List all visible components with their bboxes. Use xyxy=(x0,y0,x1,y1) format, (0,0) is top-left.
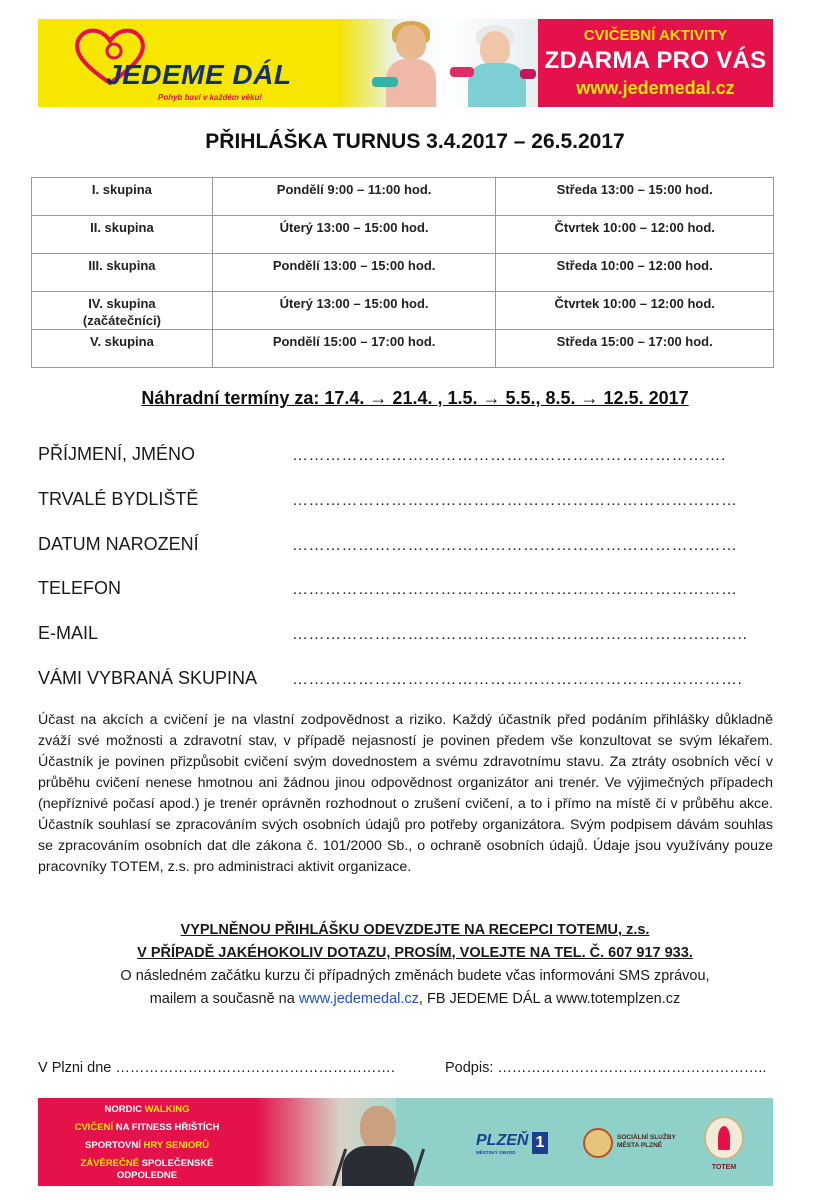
table-row xyxy=(32,292,774,330)
birthdate-field-label: DATUM NAROZENÍ xyxy=(38,534,199,554)
slot1-cell: Úterý 13:00 – 15:00 hod. xyxy=(212,292,496,330)
photo-senior-head xyxy=(480,31,510,65)
channels-info: mailem a současně na www.jedemedal.cz, FB JEDEME DÁL a www.totemplzen.cz xyxy=(149,991,681,1007)
address-field[interactable]: ……………………………………………………………………… xyxy=(292,492,738,509)
slot2-cell: Středa 10:00 – 12:00 hod. xyxy=(496,254,774,292)
slot2-cell: Středa 13:00 – 15:00 hod. xyxy=(496,178,774,216)
banner-free-label: ZDARMA PRO VÁS xyxy=(544,47,767,74)
logo-text: JEDEME DÁL xyxy=(106,59,292,90)
totem-logo: TOTEM xyxy=(700,1116,750,1178)
group-cell: IV. skupina (začátečníci) xyxy=(32,292,213,330)
slot1-cell: Pondělí 15:00 – 17:00 hod. xyxy=(212,330,496,368)
address-field-label: TRVALÉ BYDLIŠTĚ xyxy=(38,489,199,509)
group-cell: V. skupina xyxy=(32,330,213,368)
group-choice-field-label: VÁMI VYBRANÁ SKUPINA xyxy=(38,668,258,688)
dumbbell-icon xyxy=(450,67,474,77)
dumbbell-icon xyxy=(372,77,398,87)
website-link[interactable]: www.jedemedal.cz xyxy=(298,991,419,1007)
photo-woman-head xyxy=(396,25,426,59)
legal-paragraph: Účast na akcích a cvičení je na vlastní zodpovědnost a riziko. Každý účastník před podáním přihlášky důkladně zváží své možnosti a zdravotní stav, v případě nejasností je povinen předem vše konzultovat se svým lékařem. Účastník je povinen přizpůsobit cvičení svým dovednostem a svému zdravotnímu stavu. Za ztráty osobních věcí v průběhu cvičení nenese hmotnou ani žádnou jinou odpovědnost organizátor ani trenér. Ve výjimečných případech (nepříznivé počasí apod.) je trenér oprávněn rozhodnout o zrušení cvičení, a to i přímo na místě či v průběhu akce. Účastník souhlasí se zpracováním svých osobních údajů pro potřeby organizátora. Svým podpisem dávám souhlas se zpracováním osobních dat dle zákona č. 101/2000 Sb., o ochraně osobních údajů. Údaje jsou využívány pouze pracovníky TOTEM, z.s. pro administraci aktivit organizace. xyxy=(38,712,773,875)
table-row xyxy=(32,178,774,216)
phone-field[interactable]: ……………………………………………………………………… xyxy=(292,581,738,598)
group-note: (začátečníci) xyxy=(82,313,161,328)
table-row xyxy=(32,216,774,254)
slot2-cell: Čtvrtek 10:00 – 12:00 hod. xyxy=(496,216,774,254)
logo-slogan: Pohyb baví v každém věku! xyxy=(158,93,263,102)
group-cell: II. skupina xyxy=(32,216,213,254)
bottom-banner xyxy=(38,1098,773,1186)
banner-website-link[interactable]: www.jedemedal.cz xyxy=(576,78,735,98)
activity-item: ODPOLEDNE xyxy=(116,1170,178,1181)
activity-item: SPORTOVNÍ HRY SENIORŮ xyxy=(85,1140,209,1151)
table-row xyxy=(32,254,774,292)
slot1-cell: Pondělí 9:00 – 11:00 hod. xyxy=(212,178,496,216)
name-field-label: PŘÍJMENÍ, JMÉNO xyxy=(38,444,196,464)
plzen-1-logo: PLZEŇ 1 MĚSTSKÝ OBVOD xyxy=(476,1130,550,1158)
replacement-dates: Náhradní termíny za: 17.4. → 21.4. , 1.5. → 5.5., 8.5. → 12.5. 2017 xyxy=(141,388,689,408)
tree-icon xyxy=(718,1126,730,1150)
photo-senior-body xyxy=(468,63,526,107)
submit-instruction: VYPLNĚNOU PŘIHLÁŠKU ODEVZDEJTE NA RECEPCI TOTEMU, z.s. xyxy=(180,922,650,938)
dumbbell-icon xyxy=(520,69,536,79)
group-choice-field[interactable]: ………………………………………………………………………. xyxy=(292,671,743,688)
photo-walker-body xyxy=(342,1146,414,1186)
contact-instruction: V PŘÍPADĚ JAKÉHOKOLIV DOTAZU, PROSÍM, VOLEJTE NA TEL. Č. 607 917 933. xyxy=(137,945,693,961)
group-cell: I. skupina xyxy=(32,178,213,216)
slot2-cell: Středa 15:00 – 17:00 hod. xyxy=(496,330,774,368)
place-date-line[interactable]: V Plzni dne …………………………………………………. xyxy=(38,1060,395,1076)
email-field[interactable]: ……………………………………………………………………….. xyxy=(292,626,748,643)
jedeme-dal-logo xyxy=(68,25,298,105)
activity-item: CVIČENÍ NA FITNESS HŘIŠTÍCH xyxy=(74,1122,220,1133)
slot1-cell: Úterý 13:00 – 15:00 hod. xyxy=(212,216,496,254)
sms-info: O následném začátku kurzu či případných změnách budete včas informováni SMS zprávou, xyxy=(120,968,710,984)
banner-photo xyxy=(338,19,538,107)
activity-item: ZÁVĚREČNÉ SPOLEČENSKÉ xyxy=(80,1158,214,1169)
social-services-emblem-icon xyxy=(583,1128,613,1158)
phone-field-label: TELEFON xyxy=(38,578,122,598)
table-row xyxy=(32,330,774,368)
schedule-table xyxy=(31,177,774,368)
top-banner xyxy=(38,19,773,107)
group-cell: III. skupina xyxy=(32,254,213,292)
slot1-cell: Pondělí 13:00 – 15:00 hod. xyxy=(212,254,496,292)
photo-walker-head xyxy=(360,1106,396,1150)
activity-item: NORDIC WALKING xyxy=(104,1104,190,1115)
name-field[interactable]: ……………………………………………………………………. xyxy=(292,447,726,464)
email-field-label: E-MAIL xyxy=(38,623,99,643)
birthdate-field[interactable]: ……………………………………………………………………… xyxy=(292,537,738,554)
signature-line[interactable]: Podpis: ……………………………………………….. xyxy=(445,1060,767,1076)
social-services-logo: SOCIÁLNÍ SLUŽBY MĚSTA PLZNĚ xyxy=(583,1128,693,1164)
page-title: PŘIHLÁŠKA TURNUS 3.4.2017 – 26.5.2017 xyxy=(205,130,625,153)
slot2-cell: Čtvrtek 10:00 – 12:00 hod. xyxy=(496,292,774,330)
banner-activities-label: CVIČEBNÍ AKTIVITY xyxy=(583,27,728,44)
